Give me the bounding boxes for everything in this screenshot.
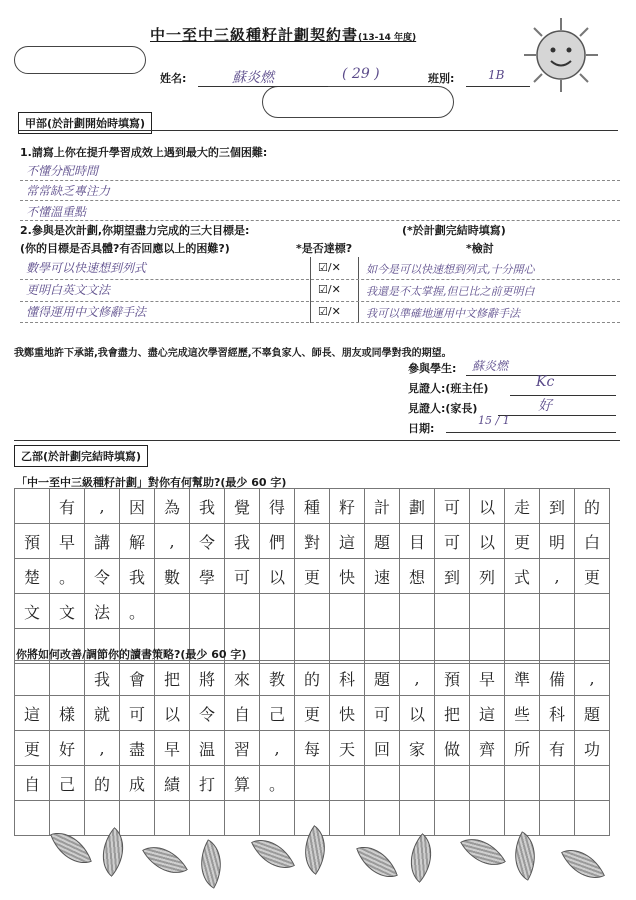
- section-a-rule: [18, 130, 618, 131]
- grid-cell: 的: [295, 661, 330, 696]
- grid-cell: 的: [575, 489, 610, 524]
- grid-cell: [470, 629, 505, 664]
- difficulty-1-line: [20, 180, 620, 181]
- grid-cell: [330, 629, 365, 664]
- grid-cell: 我: [120, 559, 155, 594]
- goal-2-mark: ☑/✕: [318, 283, 341, 296]
- grid-row: [15, 489, 610, 524]
- title-year: (13-14 年度): [358, 33, 417, 43]
- grid-cell: 劃: [400, 489, 435, 524]
- grid-cell: 來: [225, 661, 260, 696]
- grid-cell: 。: [50, 559, 85, 594]
- grid-cell: 盡: [120, 731, 155, 766]
- difficulty-2-line: [20, 200, 620, 201]
- difficulty-3: 不懂溫重點: [26, 205, 87, 219]
- grid-cell: 可: [120, 696, 155, 731]
- grid-cell: 算: [225, 766, 260, 801]
- grid-cell: 習: [225, 731, 260, 766]
- grid-cell: [540, 629, 575, 664]
- grid-cell: ,: [400, 661, 435, 696]
- grid-cell: 可: [225, 559, 260, 594]
- grid-cell: 成: [120, 766, 155, 801]
- grid-cell: [295, 594, 330, 629]
- date-value: 15 / 1: [478, 414, 510, 427]
- grid-cell: 以: [155, 696, 190, 731]
- grid-cell: ,: [155, 524, 190, 559]
- grid-cell: 們: [260, 524, 295, 559]
- leaf-icon: [356, 838, 398, 886]
- grid-cell: 列: [470, 559, 505, 594]
- grid-cell: 到: [435, 559, 470, 594]
- goal-3-mark: ☑/✕: [318, 305, 341, 318]
- grid-cell: 目: [400, 524, 435, 559]
- section-b-heading: 乙部(於計劃完結時填寫): [14, 445, 148, 467]
- name-label: 姓名:: [160, 72, 187, 85]
- grid-cell: 題: [365, 661, 400, 696]
- grid-cell: 就: [85, 696, 120, 731]
- grid-cell: [15, 661, 50, 696]
- grid-cell: [295, 766, 330, 801]
- grid-cell: 備: [540, 661, 575, 696]
- witness-parent-label: 見證人:(家長): [408, 402, 478, 415]
- grid-cell: 自: [225, 696, 260, 731]
- grid-cell: [260, 629, 295, 664]
- witness-teacher-line: [510, 395, 616, 396]
- grid-cell: 回: [365, 731, 400, 766]
- grid-cell: 文: [15, 594, 50, 629]
- grid-cell: 教: [260, 661, 295, 696]
- grid-cell: 因: [120, 489, 155, 524]
- grid-cell: 。: [120, 594, 155, 629]
- witness-parent-signature: 好: [538, 398, 552, 414]
- grid-cell: 己: [50, 766, 85, 801]
- grid-cell: 可: [365, 696, 400, 731]
- grid-cell: [540, 594, 575, 629]
- grid-cell: 我: [85, 661, 120, 696]
- grid-cell: 我: [190, 489, 225, 524]
- grid-cell: 有: [50, 489, 85, 524]
- grid-cell: 更: [15, 731, 50, 766]
- grid-cell: [575, 766, 610, 801]
- question-2-note: (*於計劃完結時填寫): [402, 224, 506, 237]
- name-underline: [198, 86, 328, 87]
- grid-cell: [15, 489, 50, 524]
- grid-row: [15, 696, 610, 731]
- grid-cell: 早: [470, 661, 505, 696]
- grid-cell: 到: [540, 489, 575, 524]
- grid-cell: [190, 594, 225, 629]
- grid-cell: 有: [540, 731, 575, 766]
- question-2: 2.參與是次計劃,你期望盡力完成的三大目標是:: [20, 224, 250, 237]
- grid-cell: 齊: [470, 731, 505, 766]
- grid-cell: 以: [260, 559, 295, 594]
- grid-cell: [50, 661, 85, 696]
- grid-cell: ,: [540, 559, 575, 594]
- leaf-icon: [89, 827, 138, 877]
- grid-cell: [400, 629, 435, 664]
- grid-cell: 速: [365, 559, 400, 594]
- grid-cell: [435, 766, 470, 801]
- grid-cell: 明: [540, 524, 575, 559]
- grid-cell: 題: [575, 696, 610, 731]
- grid-cell: [470, 766, 505, 801]
- grid-cell: [365, 594, 400, 629]
- date-line: [446, 432, 616, 433]
- grid-cell: [505, 629, 540, 664]
- grid-cell: 績: [155, 766, 190, 801]
- grid-row: [15, 766, 610, 801]
- grid-cell: 籽: [330, 489, 365, 524]
- grid-cell: [330, 766, 365, 801]
- grid-cell: 樣: [50, 696, 85, 731]
- leaf-icon: [142, 835, 188, 885]
- grid-cell: 快: [330, 559, 365, 594]
- achieved-label: *是否達標?: [296, 242, 353, 255]
- grid-cell: [365, 629, 400, 664]
- grid-cell: 我: [225, 524, 260, 559]
- difficulty-2: 常常缺乏專注力: [26, 184, 111, 198]
- grid-cell: 白: [575, 524, 610, 559]
- grid-cell: 些: [505, 696, 540, 731]
- grid-cell: [575, 629, 610, 664]
- grid-cell: 更: [295, 696, 330, 731]
- question-2-sub: (你的目標是否具體?有否回應以上的困難?): [20, 242, 230, 255]
- grid-cell: 打: [190, 766, 225, 801]
- grid-cell: 科: [540, 696, 575, 731]
- student-signature: 蘇炎燃: [472, 359, 509, 373]
- grid-cell: 早: [50, 524, 85, 559]
- grid-cell: 題: [365, 524, 400, 559]
- goal-1-text: 數學可以快速想到列式: [26, 261, 147, 275]
- grid-row: [15, 594, 610, 629]
- goal-1-mark: ☑/✕: [318, 261, 341, 274]
- section-b-rule: [14, 440, 620, 441]
- leaf-icon: [502, 831, 548, 881]
- grid-cell: 科: [330, 661, 365, 696]
- grid-cell: 可: [435, 489, 470, 524]
- leaf-icon: [188, 839, 234, 889]
- grid-cell: 所: [505, 731, 540, 766]
- grid-cell: 將: [190, 661, 225, 696]
- grid-row: [15, 731, 610, 766]
- leaf-icon: [291, 825, 339, 875]
- grid-cell: 預: [435, 661, 470, 696]
- grid-cell: 計: [365, 489, 400, 524]
- date-label: 日期:: [408, 422, 435, 435]
- grid-cell: 學: [190, 559, 225, 594]
- section-b-question-2: 你將如何改善/調節你的讀書策略?(最少 60 字): [16, 648, 247, 661]
- grid-cell: 令: [190, 524, 225, 559]
- grid-cell: 以: [400, 696, 435, 731]
- difficulty-3-line: [20, 220, 620, 221]
- grid-cell: 早: [155, 731, 190, 766]
- grid-cell: 數: [155, 559, 190, 594]
- grid-cell: 這: [15, 696, 50, 731]
- grid-cell: 家: [400, 731, 435, 766]
- grid-cell: [330, 594, 365, 629]
- goal-1-line: [20, 279, 620, 280]
- grid-cell: [155, 594, 190, 629]
- grid-cell: 的: [85, 766, 120, 801]
- grid-cell: 想: [400, 559, 435, 594]
- grid-cell: [435, 629, 470, 664]
- grid-cell: ,: [85, 489, 120, 524]
- leaf-icon: [251, 830, 295, 879]
- goal-3-line: [20, 322, 620, 323]
- grid-cell: 自: [15, 766, 50, 801]
- answer-grid-1: [14, 488, 610, 664]
- grid-cell: ,: [575, 661, 610, 696]
- grid-row: [15, 661, 610, 696]
- section-b-question-1: 「中一至中三級種籽計劃」對你有何幫助?(最少 60 字): [16, 476, 287, 489]
- grid-cell: 。: [260, 766, 295, 801]
- grid-cell: 令: [85, 559, 120, 594]
- leaf-icon: [397, 833, 446, 883]
- goals-table: [20, 257, 620, 323]
- grid-cell: 得: [260, 489, 295, 524]
- grid-cell: [575, 594, 610, 629]
- grid-row: [15, 524, 610, 559]
- grid-cell: 每: [295, 731, 330, 766]
- difficulty-1: 不懂分配時間: [26, 164, 99, 178]
- grid-cell: 講: [85, 524, 120, 559]
- grid-cell: [400, 766, 435, 801]
- grid-cell: [260, 594, 295, 629]
- class-underline: [466, 86, 530, 87]
- grid-cell: ,: [260, 731, 295, 766]
- goal-2-review: 我還是不太掌握,但已比之前更明白: [366, 285, 535, 298]
- grid-cell: [400, 594, 435, 629]
- grid-cell: 對: [295, 524, 330, 559]
- grid-cell: 種: [295, 489, 330, 524]
- leaf-icon: [460, 827, 506, 877]
- grid-cell: 温: [190, 731, 225, 766]
- grid-cell: 天: [330, 731, 365, 766]
- grid-cell: 會: [120, 661, 155, 696]
- cloud-decoration-left: [14, 46, 146, 74]
- class-label: 班別:: [428, 72, 455, 85]
- grid-cell: [295, 629, 330, 664]
- document-title: [150, 24, 416, 45]
- grid-cell: 好: [50, 731, 85, 766]
- grid-cell: 把: [155, 661, 190, 696]
- grid-cell: 做: [435, 731, 470, 766]
- grid-cell: 令: [190, 696, 225, 731]
- student-number: ( 29 ): [342, 66, 380, 82]
- goal-1-review: 如今是可以快速想到列式,十分開心: [366, 263, 535, 276]
- grid-cell: 解: [120, 524, 155, 559]
- grid-cell: 可: [435, 524, 470, 559]
- grid-cell: 覺: [225, 489, 260, 524]
- grid-cell: ,: [85, 731, 120, 766]
- cloud-decoration-center: [262, 86, 454, 118]
- grid-cell: [365, 766, 400, 801]
- grid-cell: 功: [575, 731, 610, 766]
- grid-row: [15, 559, 610, 594]
- grid-cell: 這: [330, 524, 365, 559]
- grid-cell: 更: [295, 559, 330, 594]
- grid-cell: [225, 594, 260, 629]
- grid-cell: [435, 594, 470, 629]
- grid-cell: [505, 766, 540, 801]
- grid-cell: 為: [155, 489, 190, 524]
- student-sign-label: 參與學生:: [408, 362, 457, 375]
- grid-cell: 以: [470, 489, 505, 524]
- grid-cell: 走: [505, 489, 540, 524]
- answer-grid-2: [14, 660, 610, 836]
- grid-cell: 快: [330, 696, 365, 731]
- question-1: 1.請寫上你在提升學習成效上遇到最大的三個困難:: [20, 146, 268, 159]
- leaf-icon: [561, 840, 605, 889]
- sun-icon: [522, 16, 600, 94]
- grid-cell: 以: [470, 524, 505, 559]
- leaf-decoration-row: [0, 822, 636, 900]
- pledge-text: 我鄭重地許下承諾,我會盡力、盡心完成這次學習經歷,不辜負家人、師長、朋友或同學對我的期望。: [14, 348, 452, 359]
- review-label: *檢討: [466, 242, 494, 255]
- grid-cell: 文: [50, 594, 85, 629]
- witness-teacher-label: 見證人:(班主任): [408, 382, 489, 395]
- grid-cell: [505, 594, 540, 629]
- witness-parent-line: [498, 415, 616, 416]
- grid-cell: 把: [435, 696, 470, 731]
- grid-cell: 式: [505, 559, 540, 594]
- grid-cell: 己: [260, 696, 295, 731]
- goal-3-text: 懂得運用中文修辭手法: [26, 305, 147, 319]
- grid-cell: 準: [505, 661, 540, 696]
- class-value: 1B: [488, 68, 505, 82]
- grid-cell: 楚: [15, 559, 50, 594]
- grid-cell: 法: [85, 594, 120, 629]
- goal-3-review: 我可以準確地運用中文修辭手法: [366, 307, 520, 320]
- goal-2-line: [20, 301, 620, 302]
- grid-cell: 預: [15, 524, 50, 559]
- grid-cell: 這: [470, 696, 505, 731]
- leaf-icon: [50, 824, 92, 872]
- grid-cell: 更: [575, 559, 610, 594]
- section-a-heading: 甲部(於計劃開始時填寫): [18, 112, 152, 134]
- title-text: 中一至中三級種籽計劃契約書: [150, 26, 359, 44]
- name-value: 蘇炎燃: [232, 70, 274, 86]
- witness-teacher-signature: Kc: [536, 374, 555, 390]
- grid-cell: [540, 766, 575, 801]
- grid-cell: 更: [505, 524, 540, 559]
- goal-2-text: 更明白英文文法: [26, 283, 111, 297]
- grid-cell: [470, 594, 505, 629]
